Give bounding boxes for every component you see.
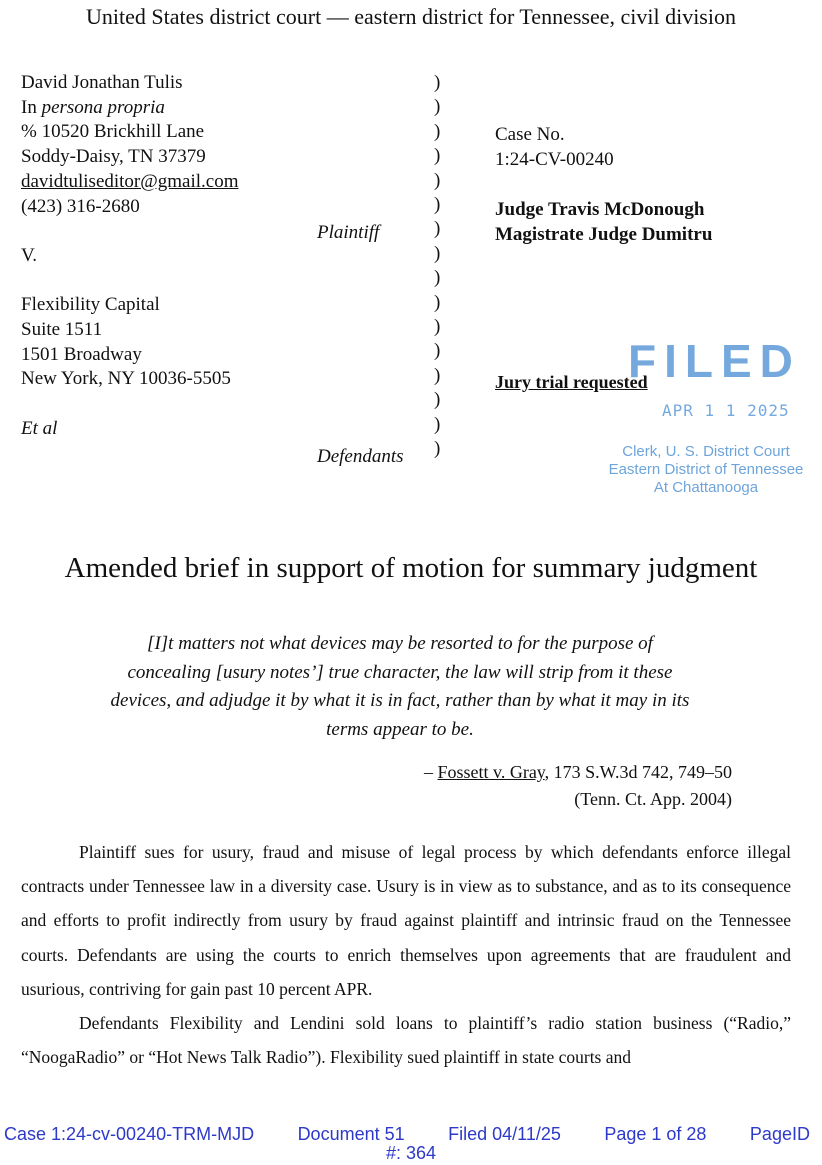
defendant-et-al: Et al — [21, 417, 58, 439]
plaintiff-address1: % 10520 Brickhill Lane — [21, 121, 205, 143]
plaintiff-address2: Soddy-Daisy, TN 37379 — [21, 146, 206, 168]
brief-body — [21, 835, 791, 1074]
plaintiff-role: Plaintiff — [317, 222, 380, 243]
case-label: Case No. — [495, 124, 565, 145]
footer-page: Page 1 of 28 — [604, 1124, 707, 1144]
filed-stamp: FILED — [628, 335, 801, 387]
paren: ) — [434, 389, 441, 411]
paragraph: Defendants Flexibility and Lendini sold loans to plaintiff’s radio station business (“Radio,” “NoogaRadio” or “Hot News Talk Radio”). Flexibility sued plaintiff in state courts and — [21, 1013, 791, 1068]
paren: ) — [434, 291, 441, 313]
status-italic: persona propria — [41, 96, 165, 118]
caption-left — [21, 71, 321, 442]
paren: ) — [434, 72, 441, 93]
plaintiff-name: David Jonathan Tulis — [21, 72, 183, 93]
defendant-name: Flexibility Capital — [21, 294, 160, 316]
paren: ) — [434, 120, 441, 142]
paren: ) — [434, 242, 441, 264]
clerk-line2: Eastern District of Tennessee — [608, 461, 804, 478]
brief-title: Amended brief in support of motion for summary judgment — [64, 552, 758, 584]
stamp-date: APR 1 1 2025 — [662, 401, 790, 420]
judges — [495, 197, 712, 247]
citation-dash: – — [423, 762, 438, 782]
footer-document: Document 51 — [297, 1124, 405, 1144]
clerk-line3: At Chattanooga — [653, 479, 759, 496]
paren: ) — [434, 316, 441, 338]
defendant-suite: Suite 1511 — [21, 319, 103, 340]
defendant-city: New York, NY 10036-5505 — [21, 368, 231, 390]
citation-case-link[interactable]: Fossett v. Gray — [437, 762, 545, 782]
case-number: 1:24-CV-00240 — [495, 149, 614, 170]
plaintiff-phone: (423) 316-2680 — [21, 195, 140, 217]
clerk-line1: Clerk, U. S. District Court — [622, 443, 790, 460]
footer-case: Case 1:24-cv-00240-TRM-MJD — [4, 1124, 255, 1144]
status-prefix: In — [21, 96, 42, 118]
paren: ) — [434, 340, 441, 362]
paren: ) — [434, 364, 441, 386]
paren: ) — [434, 145, 441, 167]
paren: ) — [434, 218, 441, 240]
jury-request: Jury trial requested — [495, 372, 648, 392]
citation — [424, 762, 732, 783]
clerk-stamp — [590, 443, 822, 497]
ecf-footer — [0, 1124, 822, 1164]
magistrate-judge: Magistrate Judge Dumitru — [495, 224, 713, 245]
citation-reporter: , 173 S.W.3d 742, 749–50 — [544, 762, 732, 782]
plaintiff-status — [21, 96, 321, 121]
defendants-role: Defendants — [317, 446, 404, 467]
epigraph-line: [I]t matters not what devices may be resorted to for the purpose of — [147, 633, 653, 654]
citation-court-year: (Tenn. Ct. App. 2004) — [574, 789, 732, 809]
epigraph-line: terms appear to be. — [326, 718, 474, 740]
paren: ) — [434, 413, 441, 435]
epigraph-line: concealing [usury notes’] true character, the law will strip from it these — [127, 661, 673, 683]
epigraph — [60, 630, 740, 744]
court-title: United States district court — eastern district for Tennessee, civil division — [86, 4, 736, 29]
paren: ) — [434, 96, 441, 118]
paren: ) — [434, 438, 441, 460]
judge: Judge Travis McDonough — [495, 199, 705, 220]
plaintiff-email-link[interactable]: davidtuliseditor@gmail.com — [21, 170, 239, 192]
versus: V. — [21, 244, 38, 266]
footer-pageid-label: PageID — [749, 1124, 810, 1144]
paren: ) — [434, 194, 441, 216]
paragraph: Plaintiff sues for usury, fraud and misuse of legal process by which defendants enforce illegal contracts under Tennessee law in a diversity case. Usury is in view as to substance, and as to its consequence and efforts to profit indirectly from usury by fraud against plaintiff and intrinsic fraud on the Tennessee courts. Defendants are using the courts to enrich themselves upon agreements that are fraudulent and usurious, contriving for gain past 10 percent APR. — [21, 842, 791, 999]
paren: ) — [434, 169, 441, 191]
caption-parens — [434, 71, 440, 462]
epigraph-line: devices, and adjudge it by what it is in fact, rather than by what it may in its — [110, 690, 690, 711]
defendant-street: 1501 Broadway — [21, 343, 142, 365]
paren: ) — [434, 267, 441, 289]
footer-filed: Filed 04/11/25 — [448, 1124, 561, 1144]
footer-pageid: #: 364 — [385, 1143, 437, 1163]
